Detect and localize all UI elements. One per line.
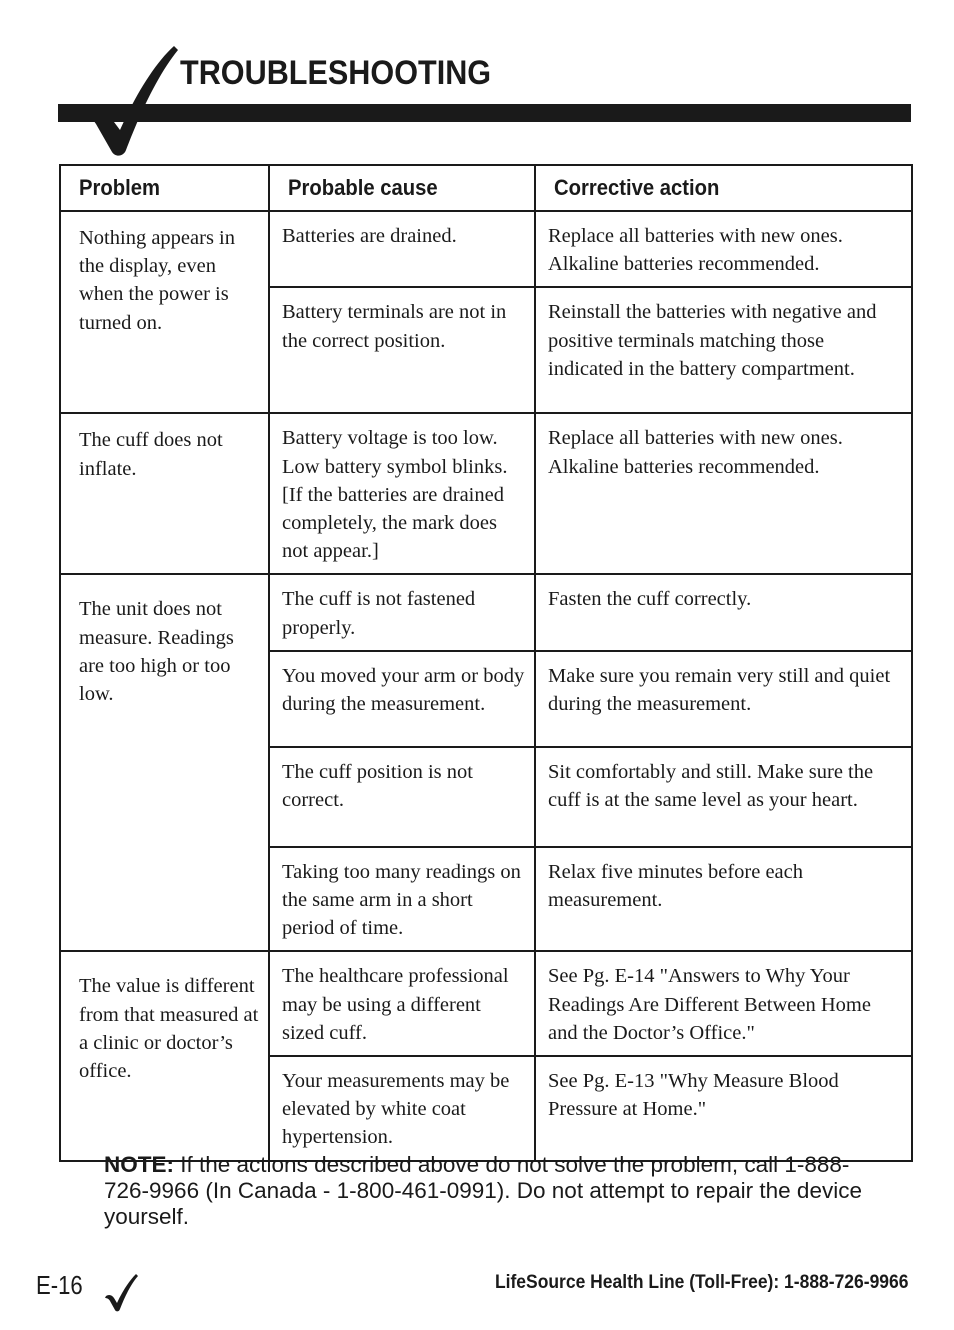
cause-cell: The cuff position is not correct. — [269, 747, 535, 847]
action-cell: Reinstall the batteries with negative and positive terminals matching those indicated in the battery compartment. — [535, 287, 912, 413]
cause-cell: Battery voltage is too low. Low battery symbol blinks. [If the batteries are drained completely, the mark does not appear.] — [269, 413, 535, 574]
action-cell: See Pg. E-14 "Answers to Why Your Readings Are Different Between Home and the Doctor’s Office." — [535, 951, 912, 1056]
action-cell: Make sure you remain very still and quiet during the measurement. — [535, 651, 912, 747]
note-text: If the actions described above do not solve the problem, call 1-888-726-9966 (In Canada - 1-800-461-0991). Do not attempt to repair the device yourself. — [104, 1152, 862, 1229]
action-cell: Fasten the cuff correctly. — [535, 574, 912, 650]
table-row — [60, 951, 912, 1056]
page-number: E-16 — [36, 1270, 83, 1300]
action-cell: See Pg. E-13 "Why Measure Blood Pressure at Home." — [535, 1056, 912, 1161]
table-header-row — [60, 165, 912, 211]
problem-cell: The unit does not measure. Readings are too high or too low. — [60, 574, 269, 951]
action-cell: Replace all batteries with new ones. Alkaline batteries recommended. — [535, 413, 912, 574]
action-cell: Sit comfortably and still. Make sure the cuff is at the same level as your heart. — [535, 747, 912, 847]
cause-cell: Taking too many readings on the same arm in a short period of time. — [269, 847, 535, 952]
page-header — [58, 30, 911, 130]
table-row — [60, 211, 912, 287]
checkmark-icon — [80, 38, 180, 160]
cause-cell: Battery terminals are not in the correct position. — [269, 287, 535, 413]
problem-cell: Nothing appears in the display, even when the power is turned on. — [60, 211, 269, 413]
helpline-footer: LifeSource Health Line (Toll-Free): 1-888-726-9966 — [494, 1272, 908, 1293]
action-cell: Replace all batteries with new ones. Alkaline batteries recommended. — [535, 211, 912, 287]
page-title: TROUBLESHOOTING — [180, 54, 492, 92]
note-paragraph — [104, 1152, 884, 1230]
cause-cell: You moved your arm or body during the measurement. — [269, 651, 535, 747]
problem-cell: The value is different from that measured at a clinic or doctor’s office. — [60, 951, 269, 1160]
table-row — [60, 413, 912, 574]
note-label: NOTE: — [104, 1152, 174, 1177]
table-row — [60, 574, 912, 650]
problem-cell: The cuff does not inflate. — [60, 413, 269, 574]
action-cell: Relax five minutes before each measurement. — [535, 847, 912, 952]
column-header-action: Corrective action — [535, 165, 912, 211]
checkmark-icon — [104, 1272, 138, 1312]
cause-cell: Batteries are drained. — [269, 211, 535, 287]
cause-cell: The healthcare professional may be using a different sized cuff. — [269, 951, 535, 1056]
cause-cell: The cuff is not fastened properly. — [269, 574, 535, 650]
column-header-cause: Probable cause — [269, 165, 535, 211]
troubleshooting-table — [59, 164, 913, 1162]
column-header-problem: Problem — [60, 165, 269, 211]
cause-cell: Your measurements may be elevated by white coat hypertension. — [269, 1056, 535, 1161]
header-rule — [58, 104, 911, 122]
